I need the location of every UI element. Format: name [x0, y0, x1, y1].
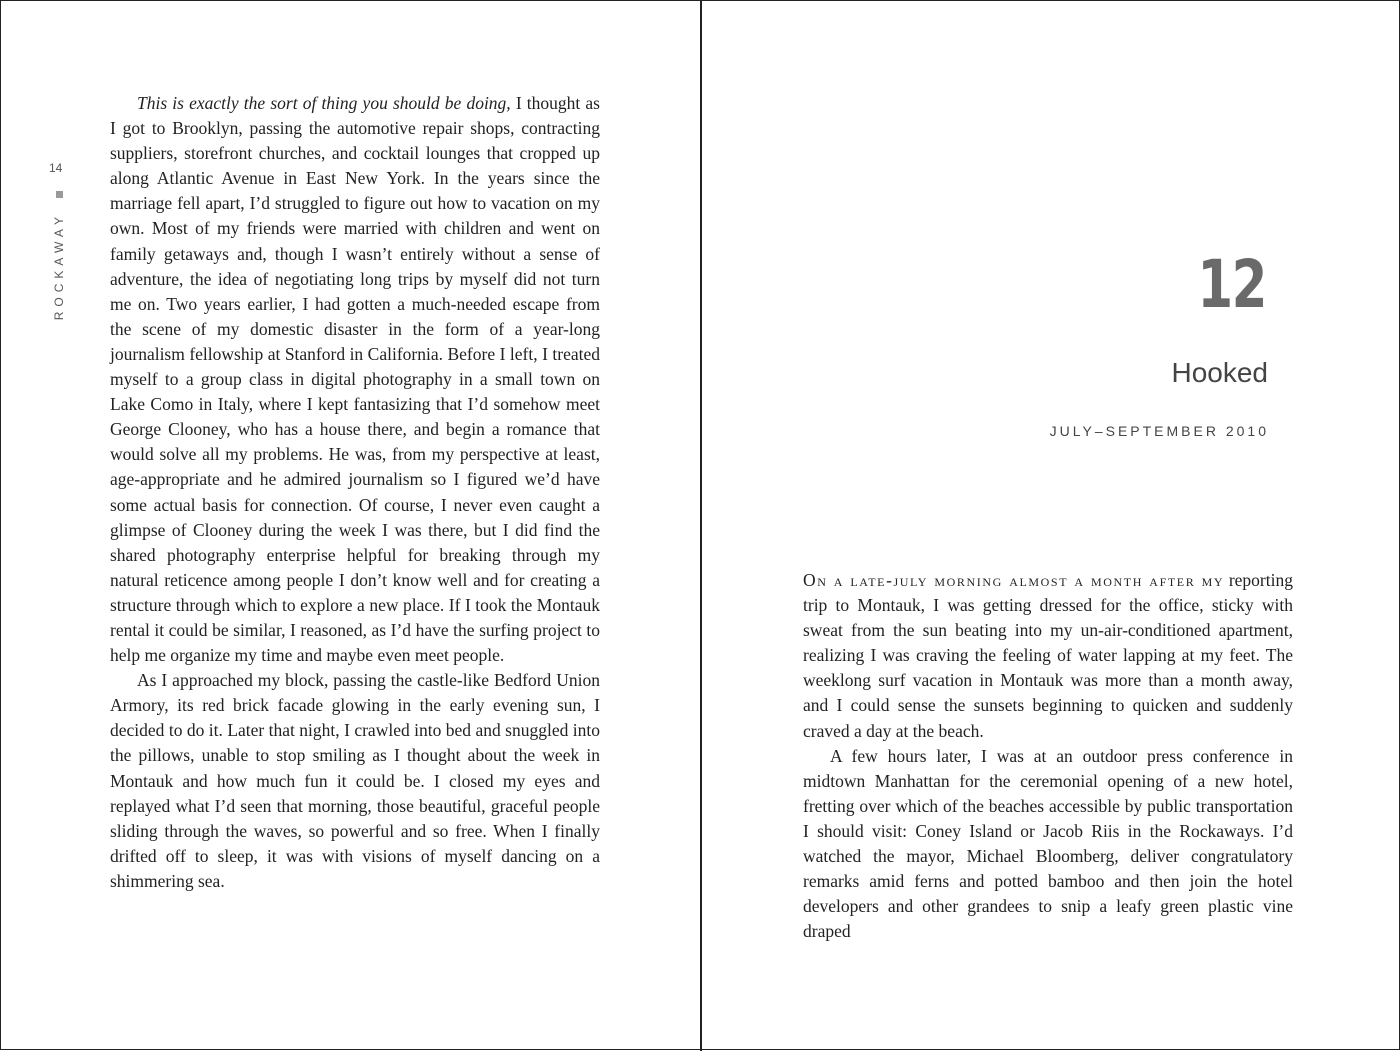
- left-page: [1, 1, 700, 1051]
- running-head-title: ROCKAWAY: [52, 212, 66, 321]
- left-body-text: [110, 91, 600, 894]
- paragraph: [803, 744, 1293, 945]
- running-head: [51, 191, 67, 320]
- chapter-dates: JULY–SEPTEMBER 2010: [1049, 423, 1269, 439]
- chapter-title: Hooked: [1171, 357, 1268, 388]
- smallcaps-lead: On a late-july morning almost a month after my: [803, 570, 1225, 590]
- right-body-text: [803, 568, 1293, 944]
- paragraph-text: I thought as I got to Brooklyn, passing the automotive repair shops, contracting suppliers, storefront churches, and cocktail lounges that cropped up along Atlantic Avenue in East New York. In the years since the marriage fell apart, I’d struggled to figure out how to vacation on my own. Most of my friends were married with children and went on family getaways and, though I wasn’t entirely without a sense of adventure, the idea of negotiating long trips by myself did not turn me on. Two years earlier, I had gotten a much-needed escape from the scene of my domestic disaster in the form of a year-long journalism fellowship at Stanford in California. Before I left, I treated myself to a group class in digital photography in a small town on Lake Como in Italy, where I kept fantasizing that I’d somehow meet George Clooney, who has a house there, and begin a romance that would solve all my problems. He was, from my perspective at least, age-appropriate and he admired journalism so I figured we’d have some actual basis for connection. Of course, I never even caught a glimpse of Clooney during the week I was there, but I did find the shared photography enterprise helpful for breaking through my natural reticence among people I don’t know well and for creating a structure through which to explore a new place. If I took the Montauk rental it could be similar, I reasoned, as I’d have the surfing project to help me organize my time and maybe even meet people.: [110, 93, 600, 666]
- running-head-square-icon: [56, 191, 63, 198]
- paragraph: [110, 91, 600, 668]
- paragraph-text: As I approached my block, passing the castle-like Bedford Union Armory, its red brick facade glowing in the early evening sun, I decided to do it. Later that night, I crawled into bed and snuggled into the pillows, unable to stop smiling as I thought about the week in Montauk and how much fun it could be. I closed my eyes and replayed what I’d seen that morning, those beautiful, graceful people sliding through the waves, so powerful and so free. When I finally drifted off to sleep, it was with visions of myself dancing on a shimmering sea.: [110, 670, 600, 891]
- paragraph-text: reporting trip to Montauk, I was getting dressed for the office, sticky with sweat from the sun beating into my un-air-conditioned apartment, realizing I was craving the feeling of water lapping at my feet. The weeklong surf vacation in Montauk was more than a month away, and I could sense the sunsets beginning to quicken and suddenly craved a day at the beach.: [803, 570, 1293, 741]
- paragraph: [110, 668, 600, 894]
- paragraph: [803, 568, 1293, 744]
- paragraph-text: A few hours later, I was at an outdoor press conference in midtown Manhattan for the ceremonial opening of a new hotel, fretting over which of the beaches accessible by public transportation I should visit: Coney Island or Jacob Riis in the Rockaways. I’d watched the mayor, Michael Bloomberg, deliver congratulatory remarks amid ferns and potted bamboo and then join the hotel developers and other grandees to snip a leafy green plastic vine draped: [803, 745, 1293, 942]
- italic-lead: This is exactly the sort of thing you should be doing,: [137, 93, 511, 113]
- right-page: [702, 1, 1400, 1051]
- chapter-number: 12: [1197, 246, 1266, 323]
- page-number: 14: [49, 161, 63, 175]
